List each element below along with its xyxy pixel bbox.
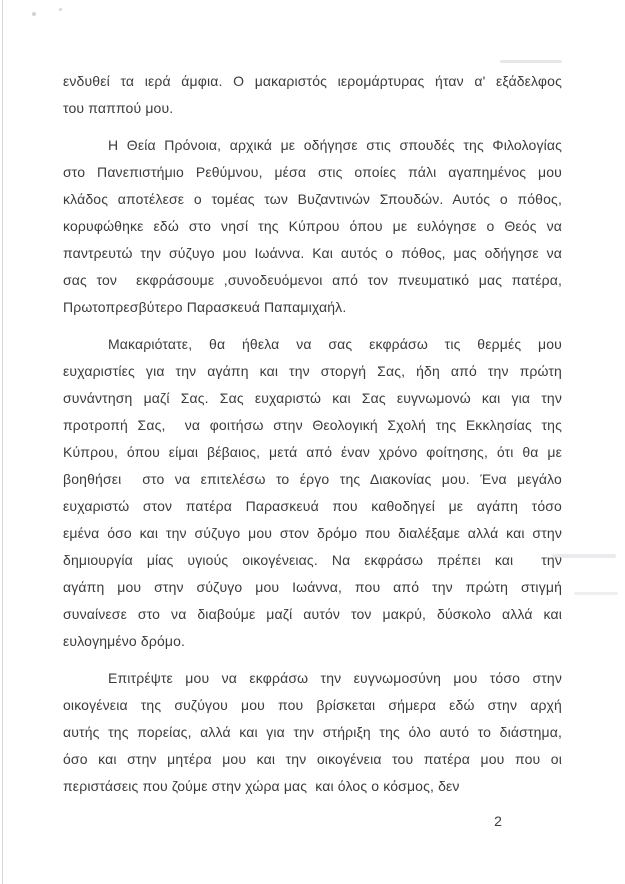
text-line: ευχαριστώ στον πατέρα Παρασκευά που καθοδηγεί με αγάπη τόσο [63, 498, 562, 514]
text-line: Η Θεία Πρόνοια, αρχικά με οδήγησε στις σπουδές της Φιλολογίας [108, 137, 562, 153]
text-line: Επιτρέψτε μου να εκφράσω την ευγνωμοσύνη μου τόσο στην [108, 670, 562, 686]
text-line: οικογένεια της συζύγου μου που βρίσκεται σήμερα εδώ στην αρχή [63, 697, 562, 713]
scan-artifact-speck [32, 12, 36, 16]
text-line: δημιουργία μίας υγιούς οικογένειας. Να εκφράσω πρέπει και την [63, 552, 562, 568]
text-line: σας τον εκφράσουμε ,συνοδευόμενοι από τον πνευματικό μας πατέρα, [63, 272, 562, 288]
scan-artifact-speck [59, 8, 62, 11]
text-line: ευλογημένο δρόμο. [63, 633, 186, 649]
text-line: όσο και στην μητέρα μου και την οικογένεια του πατέρα μου που οι [63, 751, 562, 767]
text-line: του παππού μου. [63, 100, 174, 116]
text-line: συνάντηση μαζί Σας. Σας ευχαριστώ και Σας ευγνωμονώ και για την [63, 390, 562, 406]
text-line: Κύπρου, όπου είμαι βέβαιος, μετά από έναν χρόνο φοίτησης, ότι θα με [63, 444, 562, 460]
text-line: συναίνεσε στο να διαβούμε μαζί αυτόν τον μακρύ, δύσκολο αλλά και [63, 606, 562, 622]
text-line: προτροπή Σας, να φοιτήσω στην Θεολογική Σχολή της Εκκλησίας της [63, 417, 562, 433]
text-line: αυτής της πορείας, αλλά και για την στήριξη της όλο αυτό το διάστημα, [63, 724, 562, 740]
scan-artifact-smudge [574, 592, 618, 595]
scan-edge-line [2, 0, 3, 884]
paragraph [63, 331, 562, 655]
text-line: παντρευτώ την σύζυγο μου Ιωάννα. Και αυτός ο πόθος, μας οδήγησε να [63, 245, 562, 261]
paragraph [63, 68, 562, 122]
scan-artifact-smudge [500, 60, 562, 63]
text-line: ενδυθεί τα ιερά άμφια. Ο μακαριστός ιερομάρτυρας ήταν α' εξάδελφος [63, 73, 562, 89]
text-line: Μακαριότατε, θα ήθελα να σας εκφράσω τις θερμές μου [108, 336, 562, 352]
document-text [63, 68, 562, 810]
text-line: κορυφώθηκε εδώ στο νησί της Κύπρου όπου με ευλόγησε ο Θεός να [63, 218, 562, 234]
text-line: κλάδος αποτέλεσε ο τομέας των Βυζαντινών Σπουδών. Αυτός ο πόθος, [63, 191, 562, 207]
text-line: Πρωτοπρεσβύτερο Παρασκευά Παπαμιχαήλ. [63, 299, 347, 315]
text-line: ευχαριστίες για την αγάπη και την στοργή Σας, ήδη από την πρώτη [63, 363, 562, 379]
text-line: στο Πανεπιστήμιο Ρεθύμνου, μέσα στις οποίες πάλι αγαπημένος μου [63, 164, 562, 180]
text-line: αγάπη μου στην σύζυγο μου Ιωάννα, που από την πρώτη στιγμή [63, 579, 562, 595]
text-line: εμένα όσο και την σύζυγο μου στον δρόμο που διαλέξαμε αλλά και στην [63, 525, 562, 541]
paragraph [63, 132, 562, 321]
text-line: βοηθήσει στο να επιτελέσω το έργο της Διακονίας μου. Ένα μεγάλο [63, 471, 562, 487]
page-number: 2 [494, 813, 502, 829]
paragraph [63, 665, 562, 800]
text-line: περιστάσεις που ζούμε στην χώρα μας και όλος ο κόσμος, δεν [63, 778, 460, 794]
